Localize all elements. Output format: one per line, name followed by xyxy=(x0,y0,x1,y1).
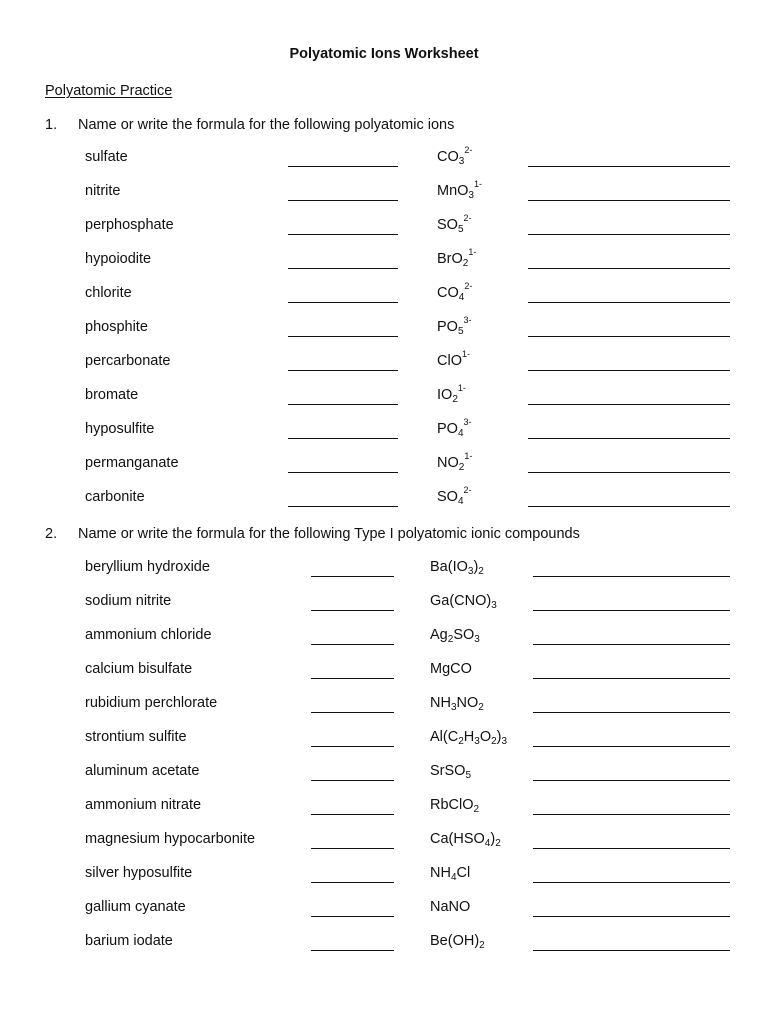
answer-blank-formula[interactable] xyxy=(288,166,398,167)
question-text: Name or write the formula for the following Type I polyatomic ionic compounds xyxy=(78,526,580,542)
answer-blank-name[interactable] xyxy=(528,234,730,235)
formula-part: 3 xyxy=(450,702,457,713)
item-name: strontium sulfite xyxy=(85,729,187,745)
item-formula xyxy=(437,451,473,473)
answer-blank-name[interactable] xyxy=(528,200,730,201)
formula-part: Al(C xyxy=(430,729,459,745)
formula-part: MnO xyxy=(437,183,469,199)
answer-blank-formula[interactable] xyxy=(311,950,394,951)
item-formula xyxy=(430,695,484,711)
list-item xyxy=(0,485,768,509)
formula-part: 3- xyxy=(463,315,472,325)
formula-part: 3- xyxy=(463,417,472,427)
list-item xyxy=(0,763,768,783)
item-name: percarbonate xyxy=(85,353,171,369)
list-item xyxy=(0,797,768,817)
answer-blank-formula[interactable] xyxy=(311,746,394,747)
formula-part: 4 xyxy=(457,428,464,439)
formula-part: ) xyxy=(473,559,479,575)
item-name: calcium bisulfate xyxy=(85,661,193,677)
formula-part: 4 xyxy=(450,872,457,883)
list-item xyxy=(0,281,768,305)
item-name: aluminum acetate xyxy=(85,763,200,779)
item-formula xyxy=(430,831,501,847)
formula-part: RbClO xyxy=(430,797,474,813)
item-name: hypoiodite xyxy=(85,251,152,267)
item-formula xyxy=(437,315,472,337)
answer-blank-formula[interactable] xyxy=(311,644,394,645)
answer-blank-name[interactable] xyxy=(533,882,730,883)
formula-part: Ba(IO xyxy=(430,559,468,575)
answer-blank-formula[interactable] xyxy=(311,882,394,883)
item-formula xyxy=(430,593,497,609)
item-formula xyxy=(430,797,479,813)
formula-part: BrO xyxy=(437,251,463,267)
answer-blank-name[interactable] xyxy=(533,950,730,951)
formula-part: SO xyxy=(453,627,475,643)
formula-part: 2 xyxy=(479,940,485,951)
question-text: Name or write the formula for the following polyatomic ions xyxy=(78,117,455,133)
item-formula xyxy=(430,865,470,881)
list-item xyxy=(0,315,768,339)
formula-part: 1- xyxy=(464,451,473,461)
formula-part: Ca(HSO xyxy=(430,831,485,847)
item-formula xyxy=(430,729,507,745)
formula-part: NH xyxy=(430,865,451,881)
list-item xyxy=(0,831,768,851)
formula-part: SO xyxy=(437,217,458,233)
answer-blank-formula[interactable] xyxy=(288,472,398,473)
formula-part: PO xyxy=(437,421,458,437)
section-heading: Polyatomic Practice xyxy=(45,83,173,99)
formula-part: ) xyxy=(496,729,502,745)
list-item xyxy=(0,661,768,681)
answer-blank-name[interactable] xyxy=(533,814,730,815)
formula-part: 4 xyxy=(457,496,464,507)
answer-blank-name[interactable] xyxy=(533,746,730,747)
item-name: silver hyposulfite xyxy=(85,865,193,881)
formula-part: Cl xyxy=(456,865,471,881)
formula-part: SrSO xyxy=(430,763,466,779)
formula-part: 2 xyxy=(452,394,458,405)
answer-blank-name[interactable] xyxy=(528,472,730,473)
answer-blank-name[interactable] xyxy=(528,336,730,337)
item-name: nitrite xyxy=(85,183,121,199)
question-number: 2. xyxy=(45,526,58,542)
answer-blank-formula[interactable] xyxy=(311,576,394,577)
item-name: sodium nitrite xyxy=(85,593,172,609)
item-formula xyxy=(437,281,473,303)
item-name: sulfate xyxy=(85,149,128,165)
list-item xyxy=(0,593,768,613)
formula-part: NH xyxy=(430,695,451,711)
item-formula xyxy=(430,763,471,779)
list-item xyxy=(0,933,768,953)
formula-part: 5 xyxy=(457,326,464,337)
item-formula xyxy=(437,349,470,369)
formula-part: MgCO xyxy=(430,661,472,677)
list-item xyxy=(0,559,768,579)
formula-part: 2 xyxy=(478,566,484,577)
formula-part: 5 xyxy=(465,770,472,781)
answer-blank-name[interactable] xyxy=(533,916,730,917)
answer-blank-formula[interactable] xyxy=(288,336,398,337)
formula-part: CO xyxy=(437,149,459,165)
formula-part: Ag xyxy=(430,627,448,643)
formula-part: 2 xyxy=(473,804,480,815)
item-formula xyxy=(430,933,485,949)
item-name: permanganate xyxy=(85,455,179,471)
formula-part: 5 xyxy=(457,224,464,235)
item-name: ammonium chloride xyxy=(85,627,212,643)
item-name: bromate xyxy=(85,387,139,403)
item-formula xyxy=(437,213,472,235)
answer-blank-formula[interactable] xyxy=(311,814,394,815)
answer-blank-formula[interactable] xyxy=(288,506,398,507)
answer-blank-name[interactable] xyxy=(533,848,730,849)
answer-blank-formula[interactable] xyxy=(311,712,394,713)
formula-part: 1- xyxy=(468,247,477,257)
list-item xyxy=(0,247,768,271)
answer-blank-formula[interactable] xyxy=(288,404,398,405)
item-formula xyxy=(437,417,472,439)
list-item xyxy=(0,213,768,237)
question-2-prompt xyxy=(45,526,580,542)
item-name: ammonium nitrate xyxy=(85,797,202,813)
item-formula xyxy=(437,247,477,269)
answer-blank-name[interactable] xyxy=(528,370,730,371)
answer-blank-formula[interactable] xyxy=(311,780,394,781)
answer-blank-name[interactable] xyxy=(528,268,730,269)
formula-part: 2- xyxy=(463,213,472,223)
answer-blank-formula[interactable] xyxy=(311,678,394,679)
item-formula xyxy=(437,145,473,167)
formula-part: 2 xyxy=(495,838,501,849)
formula-part: 4 xyxy=(484,838,491,849)
list-item xyxy=(0,145,768,169)
formula-part: Be(OH) xyxy=(430,933,480,949)
question-number: 1. xyxy=(45,117,58,133)
formula-part: 3 xyxy=(474,634,480,645)
item-name: perphosphate xyxy=(85,217,174,233)
formula-part: 2 xyxy=(478,702,484,713)
item-formula xyxy=(437,179,482,201)
list-item xyxy=(0,627,768,647)
formula-part: ClO xyxy=(437,353,462,369)
list-item xyxy=(0,865,768,885)
list-item xyxy=(0,729,768,749)
formula-part: 2- xyxy=(464,281,473,291)
item-formula xyxy=(437,383,466,405)
page-title: Polyatomic Ions Worksheet xyxy=(289,46,479,62)
answer-blank-name[interactable] xyxy=(528,302,730,303)
formula-part: O xyxy=(479,729,492,745)
list-item xyxy=(0,417,768,441)
item-name: carbonite xyxy=(85,489,145,505)
answer-blank-formula[interactable] xyxy=(311,610,394,611)
formula-part: H xyxy=(463,729,475,745)
formula-part: 2- xyxy=(464,145,473,155)
item-name: hyposulfite xyxy=(85,421,155,437)
formula-part: 3 xyxy=(468,190,474,201)
formula-part: Ga(CNO) xyxy=(430,593,492,609)
item-name: rubidium perchlorate xyxy=(85,695,218,711)
formula-part: 2 xyxy=(462,258,469,269)
formula-part: PO xyxy=(437,319,458,335)
formula-part: CO xyxy=(437,285,459,301)
answer-blank-name[interactable] xyxy=(533,644,730,645)
formula-part: 2 xyxy=(491,736,497,747)
answer-blank-name[interactable] xyxy=(533,610,730,611)
question-1-prompt xyxy=(45,117,454,133)
answer-blank-name[interactable] xyxy=(528,438,730,439)
answer-blank-name[interactable] xyxy=(528,166,730,167)
item-formula xyxy=(430,627,480,643)
answer-blank-name[interactable] xyxy=(528,404,730,405)
answer-blank-formula[interactable] xyxy=(288,438,398,439)
formula-part: 3 xyxy=(474,736,480,747)
item-formula xyxy=(430,661,472,677)
item-name: chlorite xyxy=(85,285,132,301)
formula-part: NO xyxy=(456,695,479,711)
list-item xyxy=(0,451,768,475)
answer-blank-name[interactable] xyxy=(528,506,730,507)
formula-part: 3 xyxy=(458,156,465,167)
answer-blank-formula[interactable] xyxy=(288,370,398,371)
answer-blank-formula[interactable] xyxy=(288,200,398,201)
answer-blank-name[interactable] xyxy=(533,780,730,781)
item-name: barium iodate xyxy=(85,933,173,949)
item-name: magnesium hypocarbonite xyxy=(85,831,256,847)
item-formula xyxy=(430,559,484,575)
formula-part: 2 xyxy=(447,634,454,645)
formula-part: 3 xyxy=(491,600,497,611)
list-item xyxy=(0,899,768,919)
list-item xyxy=(0,349,768,373)
formula-part: 1- xyxy=(461,349,470,359)
list-item xyxy=(0,383,768,407)
answer-blank-formula[interactable] xyxy=(288,234,398,235)
answer-blank-name[interactable] xyxy=(533,678,730,679)
formula-part: NO xyxy=(437,455,459,471)
formula-part: NaNO xyxy=(430,899,471,915)
list-item xyxy=(0,695,768,715)
formula-part: IO xyxy=(437,387,453,403)
item-formula xyxy=(430,899,470,915)
list-item xyxy=(0,179,768,203)
answer-blank-formula[interactable] xyxy=(288,302,398,303)
item-name: gallium cyanate xyxy=(85,899,186,915)
formula-part: ) xyxy=(490,831,496,847)
formula-part: 2 xyxy=(458,736,464,747)
answer-blank-formula[interactable] xyxy=(311,848,394,849)
formula-part: 4 xyxy=(458,292,465,303)
formula-part: 3 xyxy=(501,736,508,747)
item-formula xyxy=(437,485,472,507)
answer-blank-formula[interactable] xyxy=(288,268,398,269)
answer-blank-name[interactable] xyxy=(533,712,730,713)
item-name: beryllium hydroxide xyxy=(85,559,210,575)
answer-blank-formula[interactable] xyxy=(311,916,394,917)
formula-part: 1- xyxy=(457,383,466,393)
formula-part: 2- xyxy=(463,485,472,495)
answer-blank-name[interactable] xyxy=(533,576,730,577)
formula-part: 3 xyxy=(467,566,474,577)
formula-part: SO xyxy=(437,489,458,505)
formula-part: 1- xyxy=(473,179,482,189)
formula-part: 2 xyxy=(458,462,465,473)
item-name: phosphite xyxy=(85,319,148,335)
